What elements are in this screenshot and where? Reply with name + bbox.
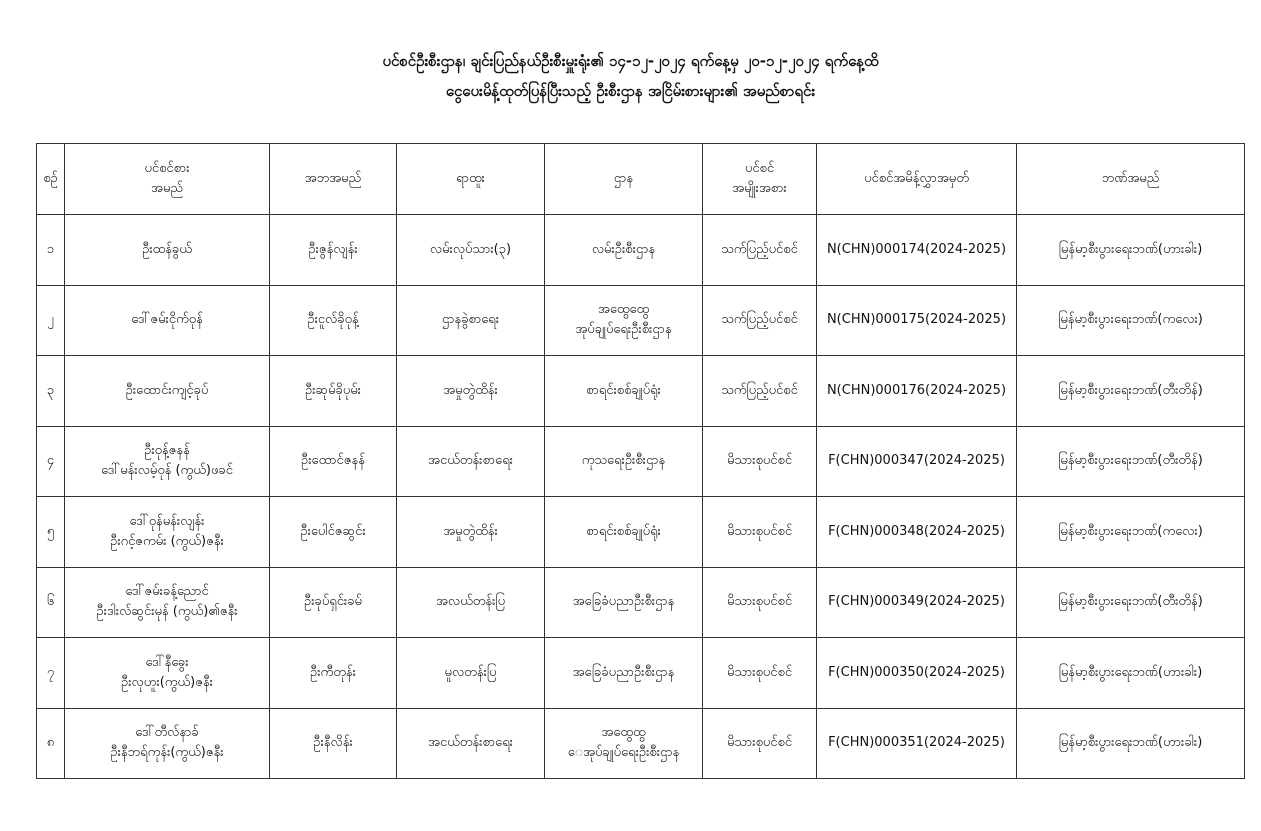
cell-no <box>37 285 65 356</box>
cell-no <box>37 497 65 568</box>
cell-pension-type-text: မိသားစုပင်စင် <box>726 664 793 680</box>
cell-department-text: အခြေခံပညာဦးစီးဌာန <box>572 594 675 610</box>
cell-position-text: အလယ်တန်းပြ <box>435 594 506 610</box>
cell-department-text: ေအုပ်ချုပ်ရေးဦးစီးဌာန <box>567 745 680 761</box>
cell-pensioner-name-text: ဦးနီဘရ်ကုန်း(ကွယ်)ဇနီး <box>110 745 224 761</box>
cell-no <box>37 215 65 286</box>
document-title <box>0 46 1261 106</box>
cell-order-number <box>817 567 1017 638</box>
cell-bank-text: မြန်မာ့စီးပွားရေးဘဏ်(ကလေး) <box>1058 312 1203 328</box>
cell-position-text: အမှုတွဲထိန်း <box>443 523 498 539</box>
cell-department <box>545 285 703 356</box>
cell-order-number <box>817 497 1017 568</box>
cell-order-number <box>817 426 1017 497</box>
pension-table <box>36 143 1245 779</box>
cell-father-name-text: ဦးထောင်ဇနန် <box>301 453 365 469</box>
cell-position <box>397 497 545 568</box>
cell-pensioner-name-text: ဒေါ်မန်းလမ့်ဝုန် (ကွယ်)ဖခင် <box>101 463 233 479</box>
cell-pensioner-name-text: ဦးလုဟူး(ကွယ်)ဇနီး <box>121 674 213 690</box>
cell-order-number <box>817 708 1017 779</box>
cell-department <box>545 497 703 568</box>
cell-department <box>545 426 703 497</box>
header-pension-type: ပင်စင် အမျိုးအစား <box>703 144 817 215</box>
cell-father-name-text: ဦးကီတုန်း <box>310 664 356 680</box>
cell-position <box>397 215 545 286</box>
cell-father-name-text: ဦးခုပ်ရှင်းခမ် <box>304 594 362 610</box>
cell-pensioner-name-text: ဦးဒါးလ်ဆွင်းမုန် (ကွယ်)၏ဇနီး <box>96 604 238 620</box>
cell-no-text: ၇ <box>46 664 55 680</box>
table-row <box>37 497 1245 568</box>
cell-pensioner-name-text: ဦးဂင့်ဇကမ်း (ကွယ်)ဇနီး <box>110 533 224 549</box>
cell-position <box>397 567 545 638</box>
cell-pensioner-name-text: ဒေါ်ဝုန်မန်းလျန်း <box>129 513 205 529</box>
cell-pension-type-text: သက်ပြည့်ပင်စင် <box>721 241 798 257</box>
table-body <box>37 215 1245 779</box>
cell-pensioner-name <box>65 426 270 497</box>
cell-pensioner-name <box>65 285 270 356</box>
cell-order-number <box>817 638 1017 709</box>
cell-pensioner-name <box>65 638 270 709</box>
cell-order-number-text: N(CHN)000175(2024-2025) <box>826 312 1007 328</box>
cell-department-text: စာရင်းစစ်ချုပ်ရုံး <box>586 523 661 539</box>
cell-father-name-text: ဦးပေါင်ဇဆွင်း <box>300 523 366 539</box>
cell-bank <box>1017 215 1245 286</box>
cell-order-number-text: F(CHN)000348(2024-2025) <box>828 523 1005 539</box>
cell-position-text: မူလတန်းပြ <box>444 664 497 680</box>
cell-pensioner-name-text: ဦးဝုန့်ဇနန် <box>144 443 190 459</box>
cell-no <box>37 638 65 709</box>
table-row <box>37 285 1245 356</box>
cell-bank-text: မြန်မာ့စီးပွားရေးဘဏ်(ဟားခါး) <box>1058 735 1203 751</box>
table-row <box>37 426 1245 497</box>
cell-bank-text: မြန်မာ့စီးပွားရေးဘဏ်(တီးတိန်) <box>1058 453 1203 469</box>
cell-department-text: အထွေထွ <box>601 725 646 741</box>
cell-pension-type-text: မိသားစုပင်စင် <box>726 453 793 469</box>
cell-order-number <box>817 356 1017 427</box>
cell-father-name <box>270 497 397 568</box>
table-row <box>37 356 1245 427</box>
header-bank: ဘဏ်အမည် <box>1017 144 1245 215</box>
cell-department-text: လမ်းဦးစီးဌာန <box>591 241 656 257</box>
cell-no <box>37 426 65 497</box>
cell-order-number-text: F(CHN)000349(2024-2025) <box>828 594 1005 610</box>
cell-bank <box>1017 426 1245 497</box>
cell-bank <box>1017 638 1245 709</box>
cell-no <box>37 567 65 638</box>
cell-department-text: အုပ်ချုပ်ရေးဦးစီးဌာန <box>575 322 672 338</box>
cell-position <box>397 638 545 709</box>
cell-pensioner-name-text: ဒေါ်နီခွေး <box>145 654 189 670</box>
cell-department <box>545 708 703 779</box>
cell-position <box>397 285 545 356</box>
cell-pensioner-name-text: ဒေါ်တီလ်နာခ် <box>135 725 199 741</box>
cell-position-text: အမှုတွဲထိန်း <box>443 382 498 398</box>
table-row <box>37 708 1245 779</box>
cell-bank <box>1017 285 1245 356</box>
cell-bank-text: မြန်မာ့စီးပွားရေးဘဏ်(ဟားခါး) <box>1058 241 1203 257</box>
cell-bank-text: မြန်မာ့စီးပွားရေးဘဏ်(ကလေး) <box>1058 523 1203 539</box>
cell-pension-type <box>703 285 817 356</box>
cell-father-name <box>270 215 397 286</box>
cell-department <box>545 356 703 427</box>
cell-department <box>545 567 703 638</box>
cell-pensioner-name <box>65 497 270 568</box>
cell-pension-type-text: မိသားစုပင်စင် <box>726 523 793 539</box>
cell-father-name <box>270 356 397 427</box>
cell-pension-type-text: မိသားစုပင်စင် <box>726 594 793 610</box>
cell-father-name-text: ဦးဇွန်လျန်း <box>308 241 358 257</box>
cell-pension-type <box>703 638 817 709</box>
cell-pension-type <box>703 215 817 286</box>
cell-no-text: ၁ <box>46 241 55 257</box>
cell-order-number-text: N(CHN)000174(2024-2025) <box>826 241 1007 257</box>
cell-no-text: ၅ <box>46 523 55 539</box>
cell-department-text: စာရင်းစစ်ချုပ်ရုံး <box>586 382 661 398</box>
cell-position-text: လမ်းလုပ်သား(၃) <box>429 241 512 257</box>
cell-pensioner-name <box>65 215 270 286</box>
cell-position <box>397 356 545 427</box>
cell-bank <box>1017 567 1245 638</box>
cell-father-name <box>270 426 397 497</box>
cell-no-text: ၃ <box>46 382 55 398</box>
cell-no <box>37 708 65 779</box>
title-line-2: ငွေပေးမိန့်ထုတ်ပြန်ပြီးသည့် ဦးစီးဌာန အငြိမ်းစားများ၏ အမည်စာရင်း <box>445 82 816 100</box>
cell-department-text: ကုသရေးဦးစီးဌာန <box>581 453 666 469</box>
header-father-name: အဘအမည် <box>270 144 397 215</box>
cell-bank-text: မြန်မာ့စီးပွားရေးဘဏ်(ဟားခါး) <box>1058 664 1203 680</box>
header-position: ရာထူး <box>397 144 545 215</box>
cell-pensioner-name <box>65 708 270 779</box>
cell-bank-text: မြန်မာ့စီးပွားရေးဘဏ်(တီးတိန်) <box>1058 382 1203 398</box>
cell-father-name-text: ဦးနီလိန်း <box>313 735 353 751</box>
header-row <box>37 144 1245 215</box>
cell-pensioner-name-text: ဦးထောင်းကျင့်ခုပ် <box>125 382 209 398</box>
cell-pensioner-name <box>65 356 270 427</box>
cell-pensioner-name-text: ဒေါ်ဇမ်းခန့်ညောင် <box>125 584 209 600</box>
cell-position-text: ဌာနခွဲစာရေး <box>441 312 500 328</box>
header-order-number: ပင်စင်အမိန့်လွှာအမှတ် <box>817 144 1017 215</box>
cell-position <box>397 426 545 497</box>
cell-order-number-text: N(CHN)000176(2024-2025) <box>826 382 1007 398</box>
cell-bank <box>1017 708 1245 779</box>
cell-order-number-text: F(CHN)000350(2024-2025) <box>828 664 1005 680</box>
cell-no-text: ၈ <box>46 735 55 751</box>
cell-department-text: အထွေထွေ <box>597 302 650 318</box>
table-row <box>37 215 1245 286</box>
header-no: စဉ် <box>37 144 65 215</box>
cell-father-name <box>270 638 397 709</box>
cell-pension-type <box>703 426 817 497</box>
cell-father-name <box>270 708 397 779</box>
cell-position-text: အငယ်တန်းစာရေး <box>428 453 513 469</box>
cell-pension-type <box>703 497 817 568</box>
cell-pensioner-name-text: ဦးထန်ခွယ် <box>142 241 192 257</box>
cell-department <box>545 638 703 709</box>
table-row <box>37 567 1245 638</box>
cell-no-text: ၂ <box>47 312 54 328</box>
cell-bank <box>1017 356 1245 427</box>
cell-father-name-text: ဦးဆုမ်ခိုပုမ်း <box>305 382 361 398</box>
cell-bank-text: မြန်မာ့စီးပွားရေးဘဏ်(တီးတိန်) <box>1058 594 1203 610</box>
cell-pension-type <box>703 708 817 779</box>
header-pensioner-name: ပင်စင်စား အမည် <box>65 144 270 215</box>
cell-department <box>545 215 703 286</box>
cell-no-text: ၄ <box>46 453 55 469</box>
table-row <box>37 638 1245 709</box>
cell-position <box>397 708 545 779</box>
cell-position-text: အငယ်တန်းစာရေး <box>428 735 513 751</box>
cell-no-text: ၆ <box>46 594 55 610</box>
cell-order-number-text: F(CHN)000347(2024-2025) <box>828 453 1005 469</box>
cell-pension-type-text: မိသားစုပင်စင် <box>726 735 793 751</box>
cell-pension-type <box>703 567 817 638</box>
cell-pensioner-name-text: ဒေါ်ဇမ်းငိုက်ဝုန် <box>131 312 203 328</box>
title-line-1: ပင်စင်ဦးစီးဌာန၊ ချင်းပြည်နယ်ဦးစီးမှူးရုံး၏ ၁၄-၁၂-၂၀၂၄ ရက်နေ့မှ ၂၀-၁၂-၂၀၂၄ ရက်နေ့ထိ <box>382 52 879 70</box>
cell-bank <box>1017 497 1245 568</box>
cell-order-number-text: F(CHN)000351(2024-2025) <box>828 735 1005 751</box>
cell-order-number <box>817 285 1017 356</box>
cell-pension-type-text: သက်ပြည့်ပင်စင် <box>721 312 798 328</box>
cell-order-number <box>817 215 1017 286</box>
cell-pension-type-text: သက်ပြည့်ပင်စင် <box>721 382 798 398</box>
cell-department-text: အခြေခံပညာဦးစီးဌာန <box>572 664 675 680</box>
cell-no <box>37 356 65 427</box>
cell-father-name-text: ဦးငူလ်ခိုဝုန့် <box>307 312 359 328</box>
cell-father-name <box>270 285 397 356</box>
cell-pension-type <box>703 356 817 427</box>
cell-pensioner-name <box>65 567 270 638</box>
cell-father-name <box>270 567 397 638</box>
header-department: ဌာန <box>545 144 703 215</box>
